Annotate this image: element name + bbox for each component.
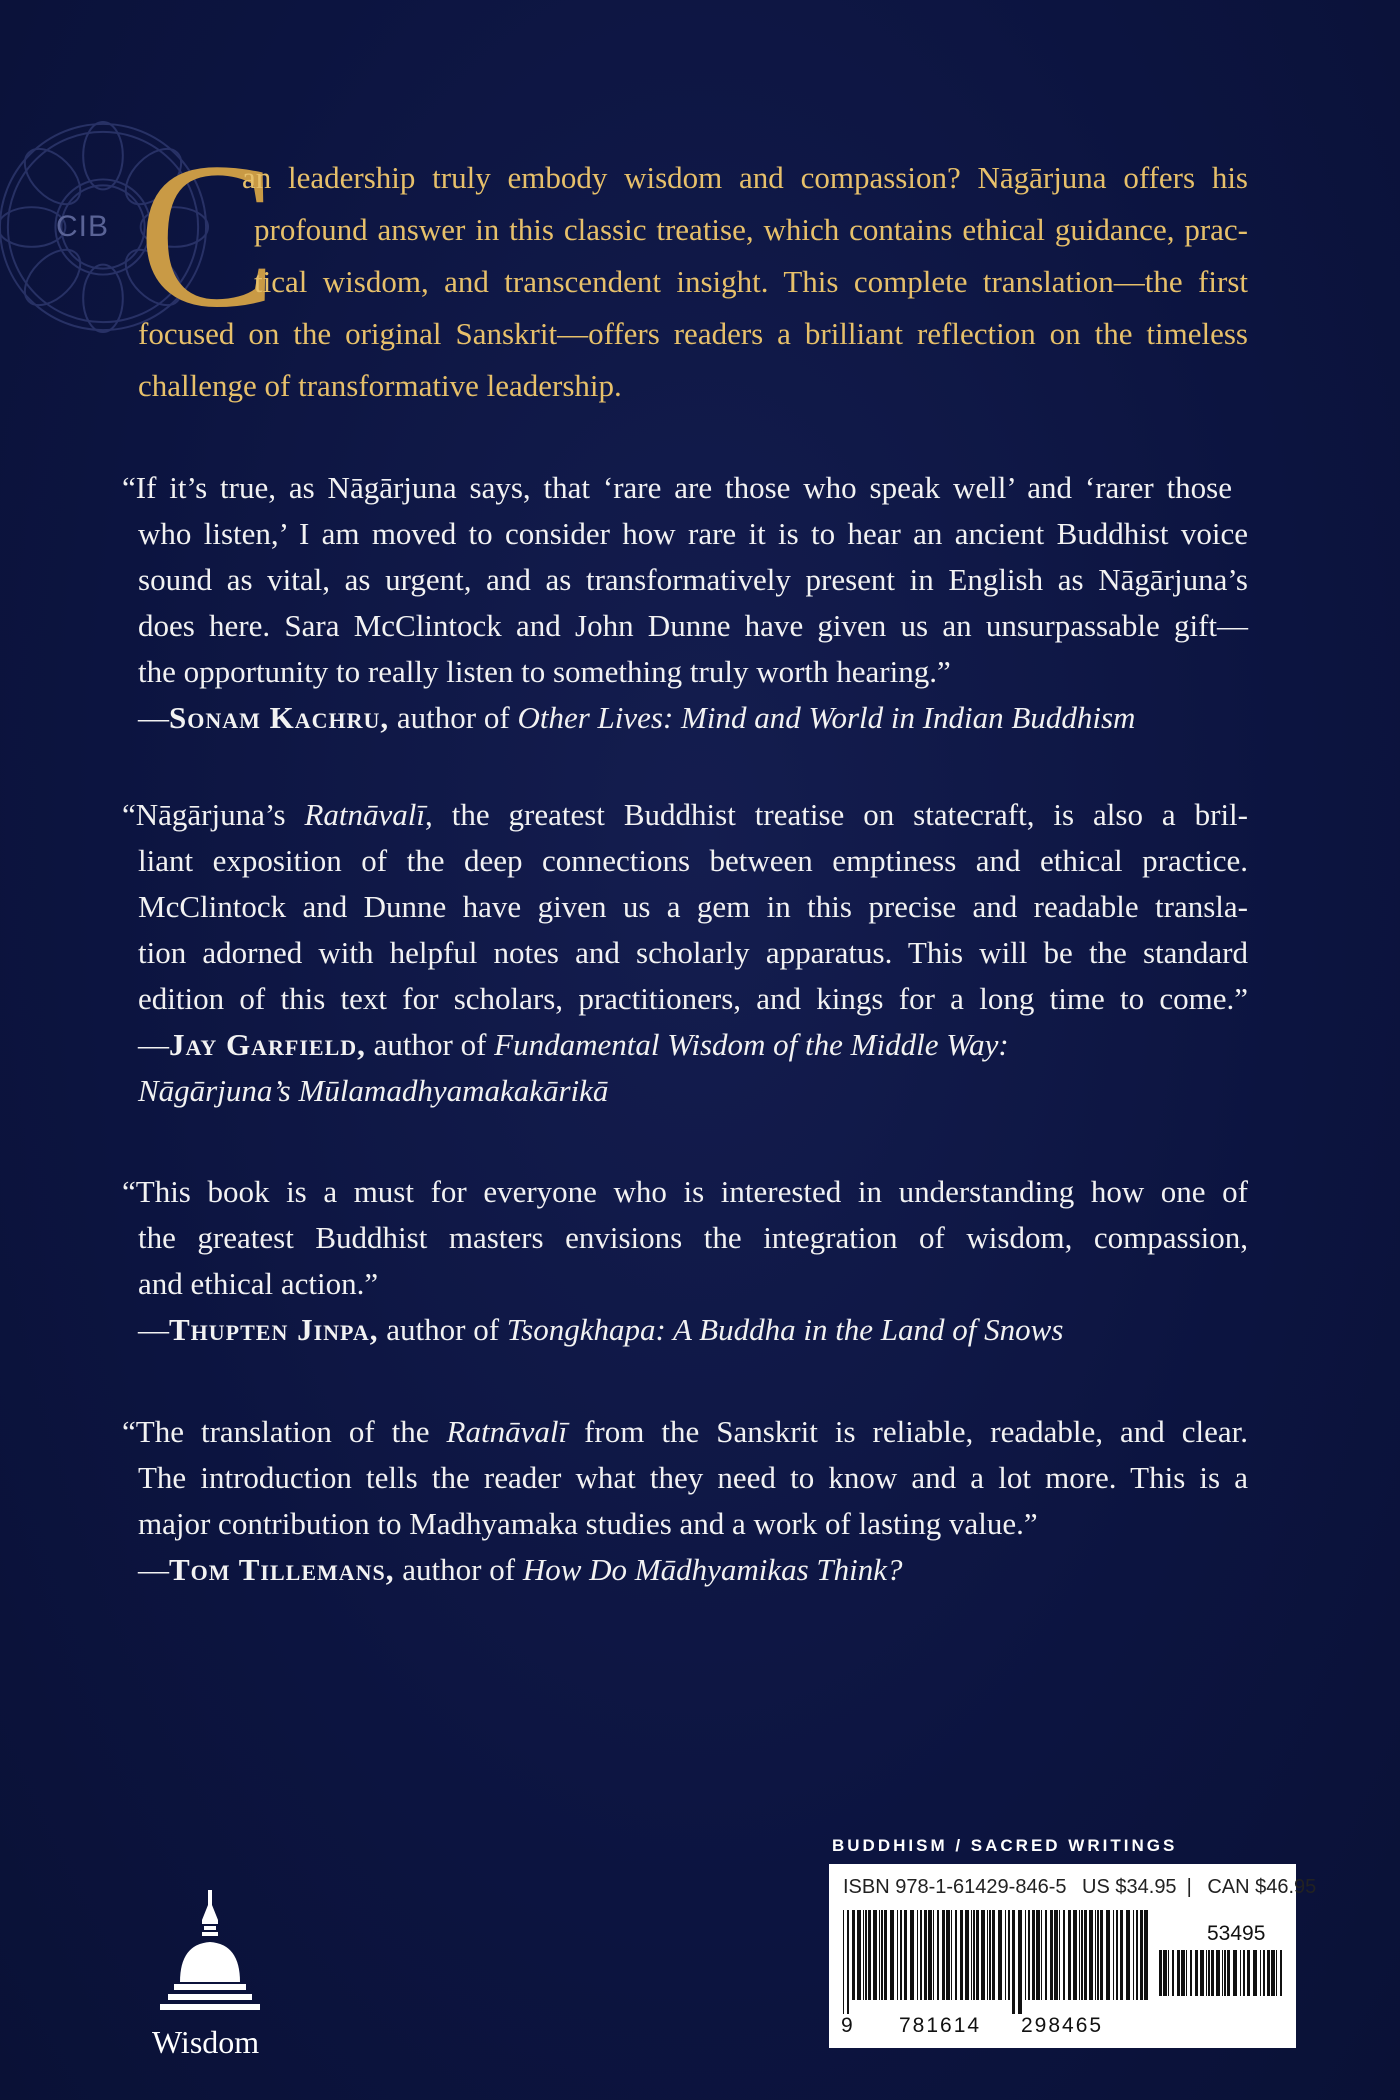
isbn-number: ISBN 978-1-61429-846-5 — [843, 1876, 1067, 1898]
barcode-box — [829, 1864, 1317, 2048]
barcode-lead-digit: 9 — [841, 2014, 853, 2037]
quote-attribution — [138, 698, 1135, 738]
quote-line: “If it’s true, as Nāgārjuna says, that ‘rare are those who speak well’ and ‘rarer those — [122, 470, 1232, 505]
blurb-line: focused on the original Sanskrit—offers readers a brilliant reflection on the timeless — [138, 316, 1248, 351]
seal-initials: CIB — [56, 210, 110, 243]
category-label: BUDDHISM / SACRED WRITINGS — [832, 1836, 1178, 1855]
quote-text: “The translation of the — [122, 1414, 447, 1449]
quote-attribution — [138, 1550, 903, 1590]
quote-attribution — [138, 1310, 1063, 1350]
price-separator: | — [1186, 1876, 1192, 1898]
publisher-name: Wisdom — [152, 2024, 260, 2060]
quote-line: McClintock and Dunne have given us a gem in this precise and readable transla- — [138, 889, 1248, 924]
quote-line — [122, 1412, 1248, 1452]
drop-cap: C — [138, 120, 277, 350]
attribution-author-of: author of — [389, 700, 518, 735]
blurb-line: challenge of transformative leadership. — [138, 368, 622, 403]
endorser-name: Thupten Jinpa, — [169, 1312, 379, 1347]
quote-line: major contribution to Madhyamaka studies and a work of lasting value.” — [138, 1506, 1038, 1541]
endorser-name: Jay Garfield, — [169, 1027, 366, 1062]
barcode-digits-right: 298465 — [1021, 2014, 1104, 2037]
can-price: CAN $46.95 — [1207, 1876, 1317, 1898]
quote-line: the opportunity to really listen to something truly worth hearing.” — [138, 654, 951, 689]
quote-line: edition of this text for scholars, practitioners, and kings for a long time to come.” — [138, 981, 1248, 1016]
attribution-author-of: author of — [378, 1312, 507, 1347]
blurb-line: an leadership truly embody wisdom and compassion? Nāgārjuna offers his — [242, 160, 1248, 195]
attribution-dash: — — [138, 1312, 169, 1347]
quote-italic-title: Ratnāvalī — [446, 1414, 568, 1449]
quote-line: sound as vital, as urgent, and as transformatively present in English as Nāgārjuna’s — [138, 562, 1248, 597]
isbn-price-row — [843, 1876, 1326, 1899]
attribution-author-of: author of — [365, 1027, 495, 1062]
attribution-dash: — — [138, 1027, 169, 1062]
blurb-line: profound answer in this classic treatise, which contains ethical guidance, prac- — [254, 212, 1248, 247]
quote-line: the greatest Buddhist masters envisions the integration of wisdom, compassion, — [138, 1220, 1248, 1255]
endorser-name: Sonam Kachru, — [169, 700, 390, 735]
endorser-book-title: How Do Mādhyamikas Think? — [522, 1552, 903, 1587]
quote-line: does here. Sara McClintock and John Dunne have given us an unsurpassable gift— — [138, 608, 1248, 643]
quote-line: “This book is a must for everyone who is interested in understanding how one of — [122, 1174, 1248, 1209]
addon-code: 53495 — [1207, 1922, 1266, 1945]
blurb-line: tical wisdom, and transcendent insight. This complete translation—the first — [254, 264, 1248, 299]
barcode-digits-left: 781614 — [899, 2014, 982, 2037]
quote-line — [122, 795, 1248, 835]
quote-italic-title: Ratnāvalī — [304, 797, 426, 832]
quote-text: , the greatest Buddhist treatise on statecraft, is also a bril- — [425, 797, 1248, 832]
quote-text: from the Sanskrit is reliable, readable, and clear. — [567, 1414, 1248, 1449]
attribution-dash: — — [138, 700, 169, 735]
quote-line: liant exposition of the deep connections between emptiness and ethical practice. — [138, 843, 1248, 878]
quote-line: tion adorned with helpful notes and scholarly apparatus. This will be the standard — [138, 935, 1248, 970]
quote-attribution-continued — [138, 1071, 608, 1111]
endorser-name: Tom Tillemans, — [169, 1552, 395, 1587]
quote-line: who listen,’ I am moved to consider how rare it is to hear an ancient Buddhist voice — [138, 516, 1248, 551]
barcode-icon — [843, 1910, 1153, 2014]
endorser-book-title: Tsongkhapa: A Buddha in the Land of Snows — [506, 1312, 1064, 1347]
endorser-book-title: Other Lives: Mind and World in Indian Buddhism — [517, 700, 1136, 735]
endorser-book-title: Fundamental Wisdom of the Middle Way: — [494, 1027, 1009, 1062]
addon-barcode-icon — [1159, 1950, 1285, 2010]
attribution-dash: — — [138, 1552, 169, 1587]
stupa-logo-icon — [150, 1890, 270, 2040]
endorser-book-title: Nāgārjuna’s Mūlamadhyamakakārikā — [138, 1073, 609, 1108]
quote-attribution — [138, 1025, 1009, 1065]
quote-line: and ethical action.” — [138, 1266, 379, 1301]
quote-text: “Nāgārjuna’s — [122, 797, 305, 832]
attribution-author-of: author of — [394, 1552, 523, 1587]
us-price: US $34.95 — [1082, 1876, 1177, 1898]
quote-line: The introduction tells the reader what they need to know and a lot more. This is a — [138, 1460, 1248, 1495]
